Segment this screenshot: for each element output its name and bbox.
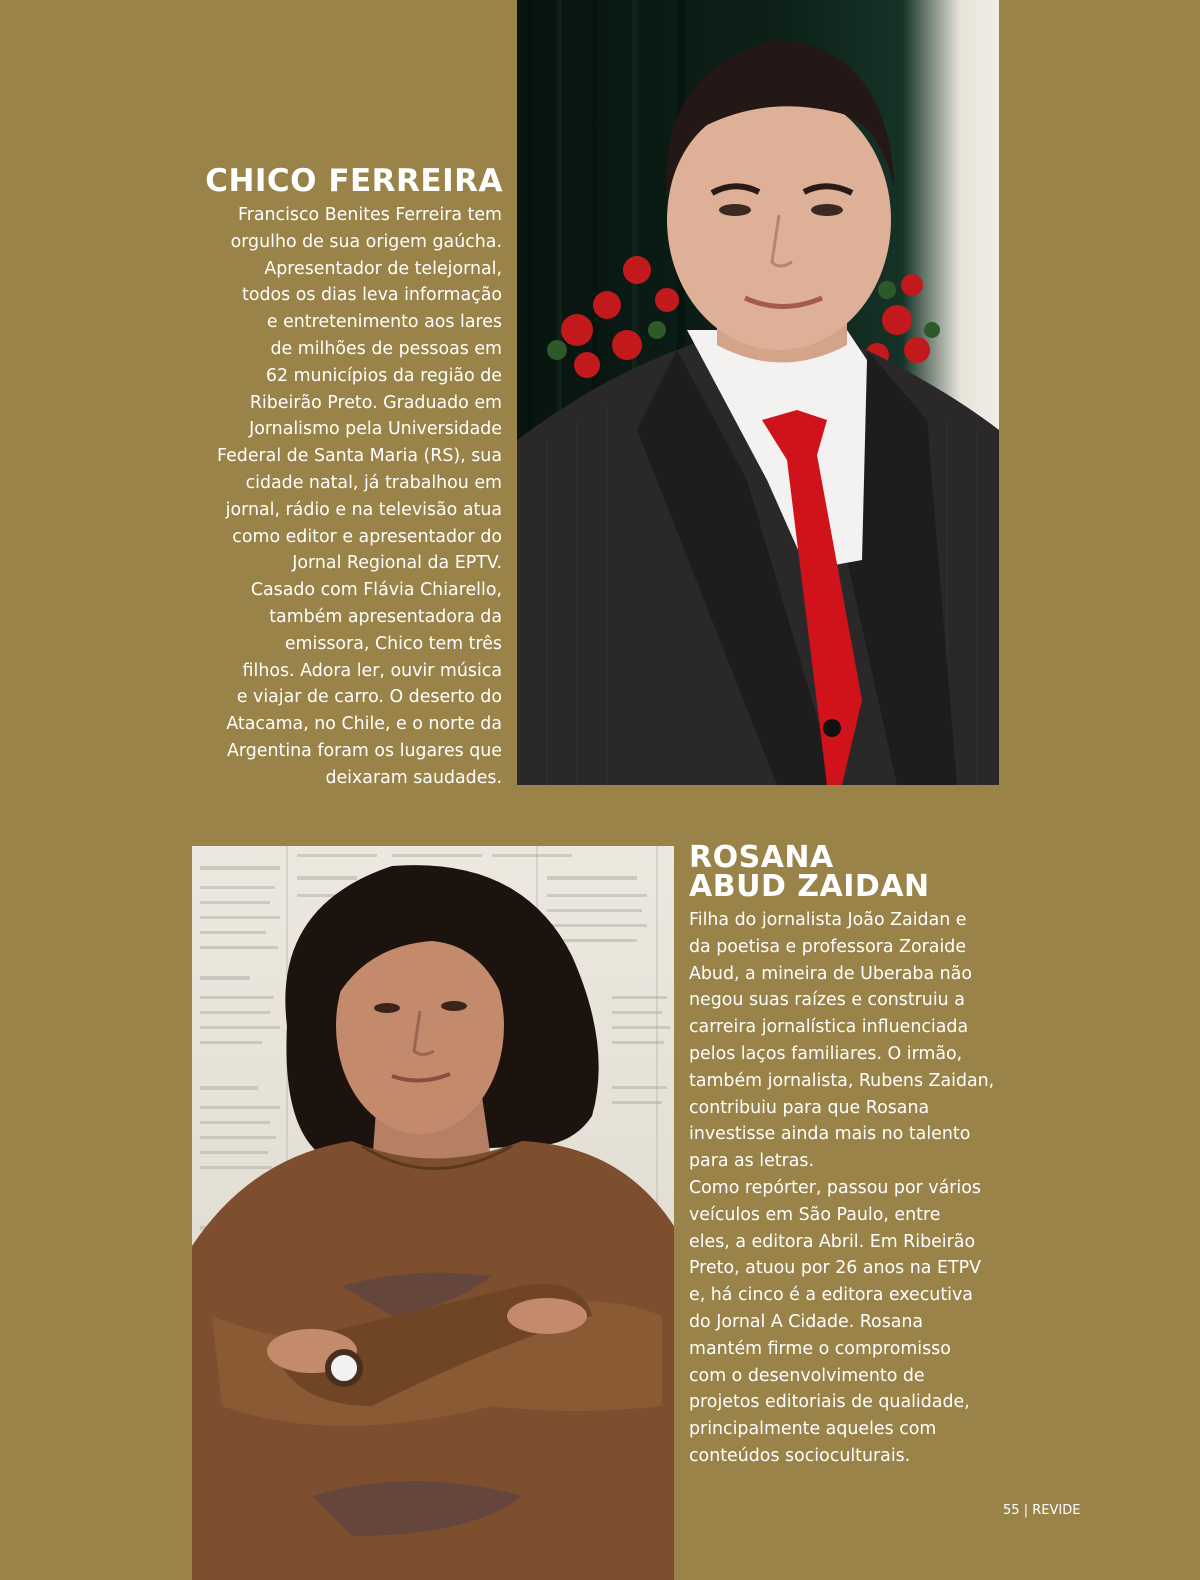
bio-line: emissora, Chico tem três: [284, 633, 502, 654]
bio-line: de milhões de pessoas em: [270, 338, 502, 359]
bio-line: jornal, rádio e na televisão atua: [225, 499, 502, 520]
bio-line: Preto, atuou por 26 anos na ETPV: [689, 1258, 981, 1279]
bio-line: da poetisa e professora Zoraide: [689, 936, 967, 957]
portrait-illustration: [192, 846, 674, 1580]
bio-line: projetos editoriais de qualidade,: [689, 1392, 970, 1413]
bio-line: com o desenvolvimento de: [689, 1365, 925, 1386]
page-footer: [1003, 1503, 1080, 1518]
bio-line: contribuiu para que Rosana: [689, 1097, 930, 1118]
bio-line: e viajar de carro. O deserto do: [236, 687, 502, 708]
footer-separator: |: [1023, 1503, 1029, 1518]
bio-line: Federal de Santa Maria (RS), sua: [217, 446, 502, 467]
profile-bio-chico-ferreira: [200, 202, 502, 792]
bio-line: veículos em São Paulo, entre: [689, 1204, 941, 1225]
bio-line: orgulho de sua origem gaúcha.: [230, 231, 502, 252]
bio-line: Como repórter, passou por vários: [689, 1177, 981, 1198]
name-line: ABUD ZAIDAN: [689, 869, 930, 904]
bio-line: carreira jornalística influenciada: [689, 1017, 969, 1038]
profile-name-chico-ferreira: CHICO FERREIRA: [205, 163, 503, 199]
bio-line: Francisco Benites Ferreira tem: [237, 205, 502, 225]
bio-line: 62 municípios da região de: [265, 365, 502, 386]
bio-line: filhos. Adora ler, ouvir música: [242, 660, 502, 681]
bio-line: como editor e apresentador do: [232, 526, 502, 547]
bio-line: Filha do jornalista João Zaidan e: [689, 910, 967, 930]
bio-line: conteúdos socioculturais.: [689, 1445, 911, 1466]
portrait-photo-chico-ferreira: [517, 0, 999, 785]
bio-line: Argentina foram os lugares que: [227, 740, 502, 761]
bio-line: e, há cinco é a editora executiva: [689, 1285, 973, 1306]
bio-line: Ribeirão Preto. Graduado em: [249, 392, 502, 413]
bio-line: e entretenimento aos lares: [266, 312, 502, 333]
bio-line: todos os dias leva informação: [242, 285, 502, 306]
bio-line: Abud, a mineira de Uberaba não: [689, 963, 972, 984]
bio-line: do Jornal A Cidade. Rosana: [689, 1311, 924, 1332]
bio-line: Jornal Regional da EPTV.: [292, 553, 502, 574]
bio-line: principalmente aqueles com: [689, 1419, 937, 1440]
profile-bio-rosana-abud-zaidan: [689, 907, 999, 1470]
bio-line: pelos laços familiares. O irmão,: [689, 1043, 963, 1064]
bio-line: eles, a editora Abril. Em Ribeirão: [689, 1231, 976, 1252]
name-line: ROSANA: [689, 840, 834, 875]
bio-line: também jornalista, Rubens Zaidan,: [689, 1070, 995, 1091]
bio-line: para as letras.: [689, 1151, 815, 1172]
bio-line: Apresentador de telejornal,: [264, 258, 502, 279]
profile-name-rosana-abud-zaidan: [689, 840, 930, 904]
bio-line: cidade natal, já trabalhou em: [245, 472, 502, 493]
bio-line: também apresentadora da: [269, 606, 502, 627]
bio-line: mantém firme o compromisso: [689, 1338, 951, 1359]
magazine-name: REVIDE: [1032, 1503, 1081, 1518]
bio-line: Atacama, no Chile, e o norte da: [226, 714, 502, 735]
portrait-illustration: [517, 0, 999, 785]
bio-line: negou suas raízes e construiu a: [689, 990, 965, 1011]
page-number: 55: [1003, 1503, 1020, 1518]
bio-line: deixaram saudades.: [325, 767, 502, 788]
bio-line: investisse ainda mais no talento: [689, 1124, 971, 1145]
bio-line: Jornalismo pela Universidade: [249, 419, 502, 440]
bio-line: Casado com Flávia Chiarello,: [250, 580, 502, 601]
portrait-photo-rosana-abud-zaidan: [192, 846, 674, 1580]
